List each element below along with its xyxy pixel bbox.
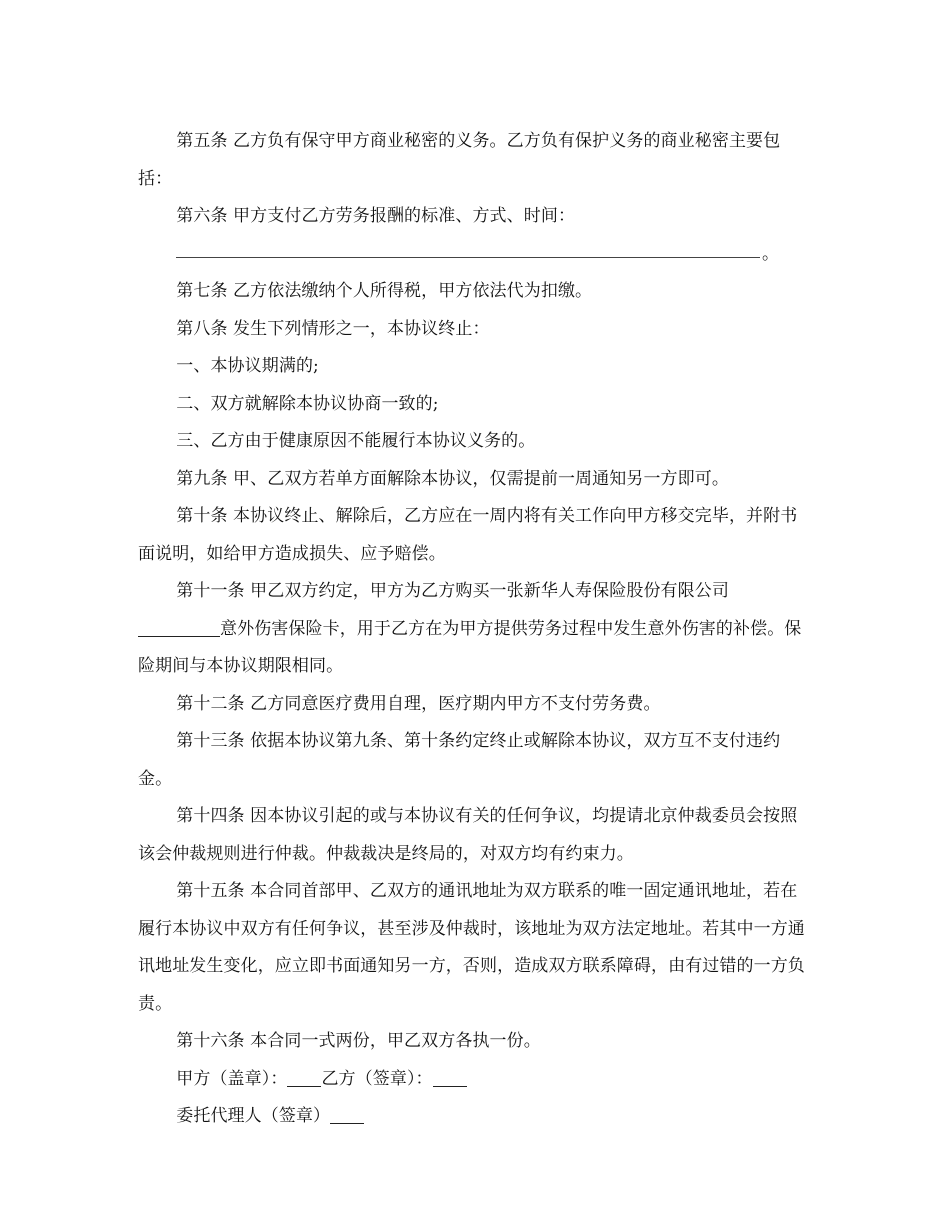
signature-line-agent xyxy=(138,1098,810,1136)
agent-blank xyxy=(330,1106,364,1124)
article-7: 第七条 乙方依法缴纳个人所得税，甲方依法代为扣缴。 xyxy=(176,281,593,301)
article-11-part-1: 第十一条 甲乙双方约定，甲方为乙方购买一张新华人寿保险股份有限公司 xyxy=(176,581,729,601)
party-b-sign-label: 乙方（签章）： xyxy=(321,1068,433,1089)
article-14: 第十四条 因本协议引起的或与本协议有关的任何争议，均提请北京仲裁委员会按照该会仲裁规则进行仲裁。仲裁裁决是终局的，对双方均有约束力。 xyxy=(138,806,798,864)
article-11-part-2: 意外伤害保险卡，用于乙方在为甲方提供劳务过程中发生意外伤害的补偿。保险期间与本协议期限相同。 xyxy=(138,618,802,676)
party-a-seal-label: 甲方（盖章）： xyxy=(176,1068,288,1089)
article-12: 第十二条 乙方同意医疗费用自理，医疗期内甲方不支付劳务费。 xyxy=(176,693,661,714)
agent-sign-label: 委托代理人（签章） xyxy=(176,1106,331,1126)
signature-line-parties xyxy=(138,1061,810,1099)
article-8-item-3: 三、乙方由于健康原因不能履行本协议义务的。 xyxy=(176,431,536,451)
article-6-end-mark: 。 xyxy=(762,243,779,264)
article-16: 第十六条 本合同一式两份，甲乙双方各执一份。 xyxy=(176,1031,541,1051)
article-10: 第十条 本协议终止、解除后，乙方应在一周内将有关工作向甲方移交完毕，并附书面说明，如给甲方造成损失、应予赔偿。 xyxy=(138,506,798,564)
article-13: 第十三条 依据本协议第九条、第十条约定终止或解除本协议，双方互不支付违约金。 xyxy=(138,731,781,789)
insurance-blank xyxy=(138,619,220,637)
article-8-item-1: 一、本协议期满的; xyxy=(176,356,319,376)
party-b-blank xyxy=(433,1069,467,1087)
article-9: 第九条 甲、乙双方若单方面解除本协议，仅需提前一周通知另一方即可。 xyxy=(176,468,729,489)
article-6-fill-line xyxy=(176,236,810,274)
contract-body xyxy=(138,123,810,1136)
article-15: 第十五条 本合同首部甲、乙双方的通讯地址为双方联系的唯一固定通讯地址，若在履行本协议中双方有任何争议，甚至涉及仲裁时，该地址为双方法定地址。若其中一方通讯地址发生变化，应立即书面通知另一方，否则，造成双方联系障碍，由有过错的一方负责。 xyxy=(138,881,805,1014)
article-5: 第五条 乙方负有保守甲方商业秘密的义务。乙方负有保护义务的商业秘密主要包括： xyxy=(138,131,781,189)
article-6: 第六条 甲方支付乙方劳务报酬的标准、方式、时间： xyxy=(176,206,576,226)
party-a-blank xyxy=(287,1069,321,1087)
article-8-item-2: 二、双方就解除本协议协商一致的; xyxy=(176,393,439,414)
article-8: 第八条 发生下列情形之一，本协议终止： xyxy=(176,318,490,339)
blank-underline xyxy=(176,257,760,258)
article-11 xyxy=(138,573,810,686)
